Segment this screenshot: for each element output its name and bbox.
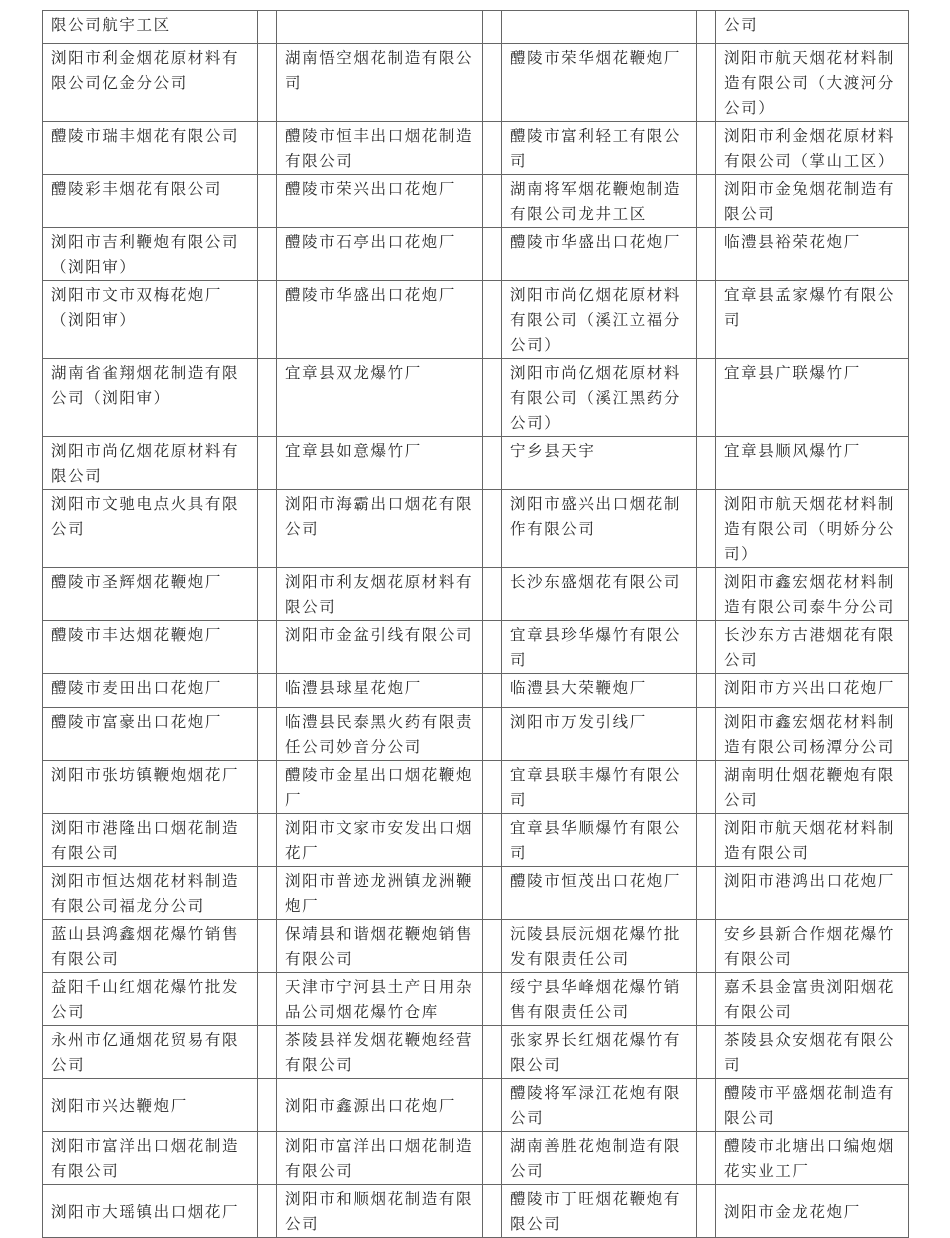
spacer-cell <box>697 674 716 708</box>
spacer-cell <box>258 175 277 228</box>
company-cell: 浏阳市鑫宏烟花材料制造有限公司杨潭分公司 <box>716 708 909 761</box>
table-row <box>43 674 909 708</box>
company-cell: 浏阳市金兔烟花制造有限公司 <box>716 175 909 228</box>
table-row <box>43 1132 909 1185</box>
company-cell: 浏阳市尚亿烟花原材料有限公司（溪江黑药分公司） <box>502 359 697 437</box>
spacer-cell <box>258 281 277 359</box>
company-cell <box>502 11 697 44</box>
company-cell: 浏阳市利金烟花原材料有限公司（掌山工区） <box>716 122 909 175</box>
company-cell: 浏阳市盛兴出口烟花制作有限公司 <box>502 490 697 568</box>
company-cell: 醴陵市丰达烟花鞭炮厂 <box>43 621 258 674</box>
table-row <box>43 1079 909 1132</box>
company-cell: 永州市亿通烟花贸易有限公司 <box>43 1026 258 1079</box>
company-cell: 浏阳市和顺烟花制造有限公司 <box>277 1185 483 1238</box>
company-cell: 湖南悟空烟花制造有限公司 <box>277 44 483 122</box>
company-cell: 醴陵市石亭出口花炮厂 <box>277 228 483 281</box>
company-cell: 醴陵市瑞丰烟花有限公司 <box>43 122 258 175</box>
company-cell: 浏阳市鑫源出口花炮厂 <box>277 1079 483 1132</box>
spacer-cell <box>697 708 716 761</box>
company-cell: 浏阳市张坊镇鞭炮烟花厂 <box>43 761 258 814</box>
table-row <box>43 761 909 814</box>
spacer-cell <box>483 281 502 359</box>
spacer-cell <box>258 973 277 1026</box>
company-cell: 湖南将军烟花鞭炮制造有限公司龙井工区 <box>502 175 697 228</box>
spacer-cell <box>258 1026 277 1079</box>
spacer-cell <box>483 1079 502 1132</box>
company-cell: 浏阳市文家市安发出口烟花厂 <box>277 814 483 867</box>
spacer-cell <box>258 122 277 175</box>
spacer-cell <box>258 708 277 761</box>
spacer-cell <box>258 490 277 568</box>
company-cell: 张家界长红烟花爆竹有限公司 <box>502 1026 697 1079</box>
table-body <box>43 11 909 1238</box>
spacer-cell <box>258 814 277 867</box>
company-cell: 醴陵市恒丰出口烟花制造有限公司 <box>277 122 483 175</box>
spacer-cell <box>697 228 716 281</box>
company-cell: 宜章县华顺爆竹有限公司 <box>502 814 697 867</box>
table-row <box>43 920 909 973</box>
spacer-cell <box>697 44 716 122</box>
spacer-cell <box>258 359 277 437</box>
company-cell: 浏阳市港鸿出口花炮厂 <box>716 867 909 920</box>
spacer-cell <box>483 973 502 1026</box>
company-cell: 醴陵市圣辉烟花鞭炮厂 <box>43 568 258 621</box>
company-cell: 浏阳市富洋出口烟花制造有限公司 <box>43 1132 258 1185</box>
table-row <box>43 437 909 490</box>
company-cell: 益阳千山红烟花爆竹批发公司 <box>43 973 258 1026</box>
company-cell: 浏阳市文驰电点火具有限公司 <box>43 490 258 568</box>
table-row <box>43 814 909 867</box>
company-cell: 湖南省雀翔烟花制造有限公司（浏阳审） <box>43 359 258 437</box>
spacer-cell <box>697 175 716 228</box>
table-row <box>43 1026 909 1079</box>
table-row <box>43 359 909 437</box>
company-cell: 茶陵县祥发烟花鞭炮经营有限公司 <box>277 1026 483 1079</box>
company-cell: 沅陵县辰沅烟花爆竹批发有限责任公司 <box>502 920 697 973</box>
company-cell: 浏阳市航天烟花材料制造有限公司（大渡河分公司） <box>716 44 909 122</box>
spacer-cell <box>483 1185 502 1238</box>
spacer-cell <box>258 867 277 920</box>
company-cell: 醴陵将军渌江花炮有限公司 <box>502 1079 697 1132</box>
company-cell: 醴陵市富利轻工有限公司 <box>502 122 697 175</box>
spacer-cell <box>483 674 502 708</box>
company-cell: 醴陵市平盛烟花制造有限公司 <box>716 1079 909 1132</box>
company-cell: 醴陵市丁旺烟花鞭炮有限公司 <box>502 1185 697 1238</box>
company-cell: 公司 <box>716 11 909 44</box>
company-cell: 浏阳市万发引线厂 <box>502 708 697 761</box>
company-cell: 宁乡县天宇 <box>502 437 697 490</box>
spacer-cell <box>697 1132 716 1185</box>
company-cell: 限公司航宇工区 <box>43 11 258 44</box>
company-cell: 湖南明仕烟花鞭炮有限公司 <box>716 761 909 814</box>
table-row <box>43 568 909 621</box>
company-cell: 浏阳市大瑶镇出口烟花厂 <box>43 1185 258 1238</box>
company-cell: 天津市宁河县土产日用杂品公司烟花爆竹仓库 <box>277 973 483 1026</box>
company-cell: 浏阳市金盆引线有限公司 <box>277 621 483 674</box>
spacer-cell <box>483 1132 502 1185</box>
spacer-cell <box>483 175 502 228</box>
table-row <box>43 867 909 920</box>
spacer-cell <box>483 359 502 437</box>
spacer-cell <box>258 568 277 621</box>
company-cell: 醴陵市恒茂出口花炮厂 <box>502 867 697 920</box>
company-cell: 醴陵市麦田出口花炮厂 <box>43 674 258 708</box>
spacer-cell <box>483 920 502 973</box>
table-row <box>43 490 909 568</box>
spacer-cell <box>697 1079 716 1132</box>
company-cell: 宜章县双龙爆竹厂 <box>277 359 483 437</box>
company-cell: 醴陵市华盛出口花炮厂 <box>277 281 483 359</box>
spacer-cell <box>697 867 716 920</box>
spacer-cell <box>483 490 502 568</box>
spacer-cell <box>258 44 277 122</box>
company-cell: 浏阳市金龙花炮厂 <box>716 1185 909 1238</box>
spacer-cell <box>483 122 502 175</box>
spacer-cell <box>697 568 716 621</box>
company-cell <box>277 11 483 44</box>
spacer-cell <box>483 568 502 621</box>
table-row <box>43 1185 909 1238</box>
company-cell: 醴陵彩丰烟花有限公司 <box>43 175 258 228</box>
spacer-cell <box>483 708 502 761</box>
company-cell: 醴陵市金星出口烟花鞭炮厂 <box>277 761 483 814</box>
company-cell: 临澧县大荣鞭炮厂 <box>502 674 697 708</box>
company-cell: 浏阳市吉利鞭炮有限公司（浏阳审） <box>43 228 258 281</box>
company-cell: 浏阳市兴达鞭炮厂 <box>43 1079 258 1132</box>
spacer-cell <box>483 1026 502 1079</box>
company-cell: 安乡县新合作烟花爆竹有限公司 <box>716 920 909 973</box>
table-row <box>43 281 909 359</box>
table-row <box>43 621 909 674</box>
spacer-cell <box>483 761 502 814</box>
company-cell: 浏阳市尚亿烟花原材料有限公司（溪江立福分公司） <box>502 281 697 359</box>
spacer-cell <box>697 1026 716 1079</box>
spacer-cell <box>258 11 277 44</box>
spacer-cell <box>258 1132 277 1185</box>
company-cell: 宜章县孟家爆竹有限公司 <box>716 281 909 359</box>
table-row <box>43 228 909 281</box>
company-cell: 茶陵县众安烟花有限公司 <box>716 1026 909 1079</box>
company-cell: 浏阳市海霸出口烟花有限公司 <box>277 490 483 568</box>
spacer-cell <box>697 973 716 1026</box>
company-cell: 醴陵市荣兴出口花炮厂 <box>277 175 483 228</box>
company-cell: 临澧县民泰黑火药有限责任公司妙音分公司 <box>277 708 483 761</box>
company-cell: 宜章县如意爆竹厂 <box>277 437 483 490</box>
company-cell: 醴陵市北塘出口编炮烟花实业工厂 <box>716 1132 909 1185</box>
company-cell: 浏阳市恒达烟花材料制造有限公司福龙分公司 <box>43 867 258 920</box>
company-cell: 浏阳市富洋出口烟花制造有限公司 <box>277 1132 483 1185</box>
table-row <box>43 175 909 228</box>
company-cell: 浏阳市利友烟花原材料有限公司 <box>277 568 483 621</box>
spacer-cell <box>258 761 277 814</box>
spacer-cell <box>697 359 716 437</box>
company-cell: 浏阳市普迹龙洲镇龙洲鞭炮厂 <box>277 867 483 920</box>
spacer-cell <box>697 920 716 973</box>
company-cell: 绥宁县华峰烟花爆竹销售有限责任公司 <box>502 973 697 1026</box>
spacer-cell <box>697 621 716 674</box>
company-cell: 浏阳市利金烟花原材料有限公司亿金分公司 <box>43 44 258 122</box>
company-cell: 浏阳市文市双梅花炮厂（浏阳审） <box>43 281 258 359</box>
company-cell: 醴陵市荣华烟花鞭炮厂 <box>502 44 697 122</box>
spacer-cell <box>697 281 716 359</box>
spacer-cell <box>258 228 277 281</box>
spacer-cell <box>697 11 716 44</box>
spacer-cell <box>258 920 277 973</box>
company-list-table <box>42 10 909 1238</box>
company-cell: 临澧县裕荣花炮厂 <box>716 228 909 281</box>
spacer-cell <box>483 867 502 920</box>
spacer-cell <box>483 11 502 44</box>
table-row <box>43 708 909 761</box>
spacer-cell <box>697 814 716 867</box>
spacer-cell <box>258 621 277 674</box>
spacer-cell <box>483 814 502 867</box>
spacer-cell <box>258 1185 277 1238</box>
table-row <box>43 44 909 122</box>
spacer-cell <box>697 1185 716 1238</box>
company-cell: 浏阳市鑫宏烟花材料制造有限公司泰牛分公司 <box>716 568 909 621</box>
company-cell: 蓝山县鸿鑫烟花爆竹销售有限公司 <box>43 920 258 973</box>
company-cell: 浏阳市方兴出口花炮厂 <box>716 674 909 708</box>
company-cell: 保靖县和谐烟花鞭炮销售有限公司 <box>277 920 483 973</box>
spacer-cell <box>258 437 277 490</box>
company-cell: 宜章县联丰爆竹有限公司 <box>502 761 697 814</box>
company-cell: 浏阳市航天烟花材料制造有限公司 <box>716 814 909 867</box>
company-cell: 湖南善胜花炮制造有限公司 <box>502 1132 697 1185</box>
company-cell: 嘉禾县金富贵浏阳烟花有限公司 <box>716 973 909 1026</box>
spacer-cell <box>697 761 716 814</box>
spacer-cell <box>697 122 716 175</box>
spacer-cell <box>258 1079 277 1132</box>
company-cell: 宜章县珍华爆竹有限公司 <box>502 621 697 674</box>
spacer-cell <box>258 674 277 708</box>
company-cell: 醴陵市华盛出口花炮厂 <box>502 228 697 281</box>
table-row <box>43 122 909 175</box>
table-row <box>43 973 909 1026</box>
company-cell: 宜章县广联爆竹厂 <box>716 359 909 437</box>
spacer-cell <box>697 437 716 490</box>
spacer-cell <box>483 621 502 674</box>
company-cell: 长沙东盛烟花有限公司 <box>502 568 697 621</box>
company-cell: 醴陵市富豪出口花炮厂 <box>43 708 258 761</box>
spacer-cell <box>483 44 502 122</box>
spacer-cell <box>483 437 502 490</box>
company-cell: 长沙东方古港烟花有限公司 <box>716 621 909 674</box>
company-cell: 宜章县顺风爆竹厂 <box>716 437 909 490</box>
spacer-cell <box>483 228 502 281</box>
company-cell: 临澧县球星花炮厂 <box>277 674 483 708</box>
company-cell: 浏阳市航天烟花材料制造有限公司（明娇分公司） <box>716 490 909 568</box>
table-row <box>43 11 909 44</box>
company-cell: 浏阳市港隆出口烟花制造有限公司 <box>43 814 258 867</box>
company-cell: 浏阳市尚亿烟花原材料有限公司 <box>43 437 258 490</box>
spacer-cell <box>697 490 716 568</box>
